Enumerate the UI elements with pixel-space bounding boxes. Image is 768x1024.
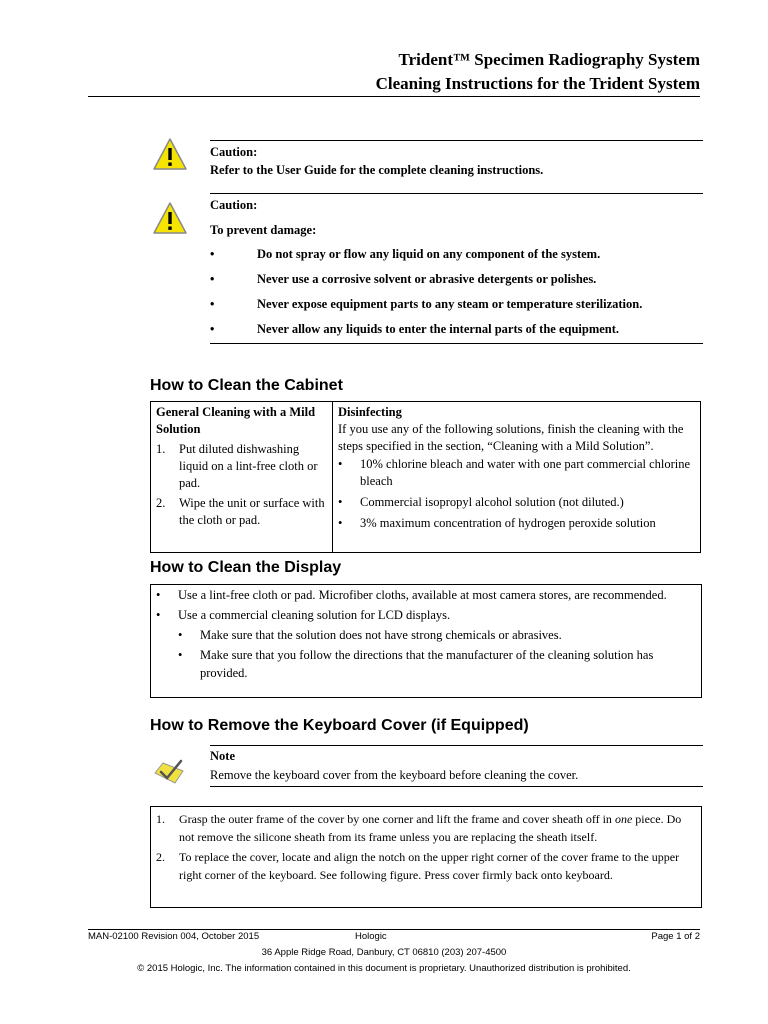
caution-box-2 xyxy=(210,193,703,344)
list-item: 1. Grasp the outer frame of the cover by one corner and lift the frame and cover sheath off in one piece. Do not remove the silicone sheath from its frame unless you are replacing the sheath itself. xyxy=(156,812,682,844)
list-item: • Make sure that you follow the directions that the manufacturer of the cleaning solution has provided. xyxy=(178,648,654,680)
caution-box-1 xyxy=(210,140,703,179)
display-box xyxy=(150,584,702,698)
list-item: • Never use a corrosive solvent or abrasive detergents or polishes. xyxy=(210,272,597,286)
list-item: • Never expose equipment parts to any steam or temperature sterilization. xyxy=(210,297,643,311)
disinfecting-intro: If you use any of the following solutions, finish the cleaning with the steps specified in the section, “Cleaning with a Mild Solution”. xyxy=(338,422,684,453)
cabinet-heading: How to Clean the Cabinet xyxy=(150,377,343,394)
list-item: 1. Put diluted dishwashing liquid on a lint-free cloth or pad. xyxy=(156,442,318,490)
note-text: Remove the keyboard cover from the keyboard before cleaning the cover. xyxy=(210,768,579,782)
disinfecting-title: Disinfecting xyxy=(338,405,402,419)
header-divider xyxy=(88,96,700,97)
footer-doc-id: MAN-02100 Revision 004, October 2015 xyxy=(88,931,260,942)
note-title: Note xyxy=(210,749,235,763)
list-item: • Use a commercial cleaning solution for LCD displays. xyxy=(156,608,451,622)
display-heading: How to Clean the Display xyxy=(150,559,342,576)
keyboard-heading: How to Remove the Keyboard Cover (if Equipped) xyxy=(150,717,529,734)
list-item: • Use a lint-free cloth or pad. Microfiber cloths, available at most camera stores, are recommended. xyxy=(156,588,667,602)
list-item: • Commercial isopropyl alcohol solution (not diluted.) xyxy=(338,495,624,509)
caution-title: Caution: xyxy=(210,198,258,212)
list-item: • Never allow any liquids to enter the internal parts of the equipment. xyxy=(210,322,620,336)
list-item: • Do not spray or flow any liquid on any component of the system. xyxy=(210,247,601,261)
footer-address: 36 Apple Ridge Road, Danbury, CT 06810 (203) 207-4500 xyxy=(261,947,507,958)
warning-icon xyxy=(152,201,188,235)
note-box xyxy=(210,745,703,787)
footer-company: Hologic xyxy=(355,931,387,942)
keyboard-steps-box xyxy=(150,806,702,908)
document-subtitle: Cleaning Instructions for the Trident System xyxy=(375,74,700,93)
disinfecting-cell xyxy=(333,402,701,553)
cabinet-table xyxy=(150,401,701,553)
list-item: 2. To replace the cover, locate and align the notch on the upper right corner of the cover frame to the upper right corner of the keyboard. See following figure. Press cover firmly back onto keyboard. xyxy=(156,850,680,882)
caution-title: Caution: xyxy=(210,145,258,159)
document-title: Trident™ Specimen Radiography System xyxy=(398,50,700,69)
list-item: 2. Wipe the unit or surface with the cloth or pad. xyxy=(156,496,325,527)
footer-copyright: © 2015 Hologic, Inc. The information contained in this document is proprietary. Unauthorized distribution is prohibited. xyxy=(137,963,631,974)
general-cleaning-title: General Cleaning with a Mild Solution xyxy=(156,405,316,436)
list-item: • 10% chlorine bleach and water with one part commercial chlorine bleach xyxy=(338,457,691,488)
general-cleaning-cell xyxy=(151,402,333,553)
note-icon xyxy=(153,757,185,785)
caution-text: Refer to the User Guide for the complete cleaning instructions. xyxy=(210,163,544,177)
list-item: • 3% maximum concentration of hydrogen peroxide solution xyxy=(338,516,656,530)
footer-page-number: Page 1 of 2 xyxy=(651,931,700,942)
warning-icon xyxy=(152,137,188,171)
list-item: • Make sure that the solution does not have strong chemicals or abrasives. xyxy=(178,628,562,642)
caution-intro: To prevent damage: xyxy=(210,223,317,237)
footer-divider xyxy=(88,929,700,930)
